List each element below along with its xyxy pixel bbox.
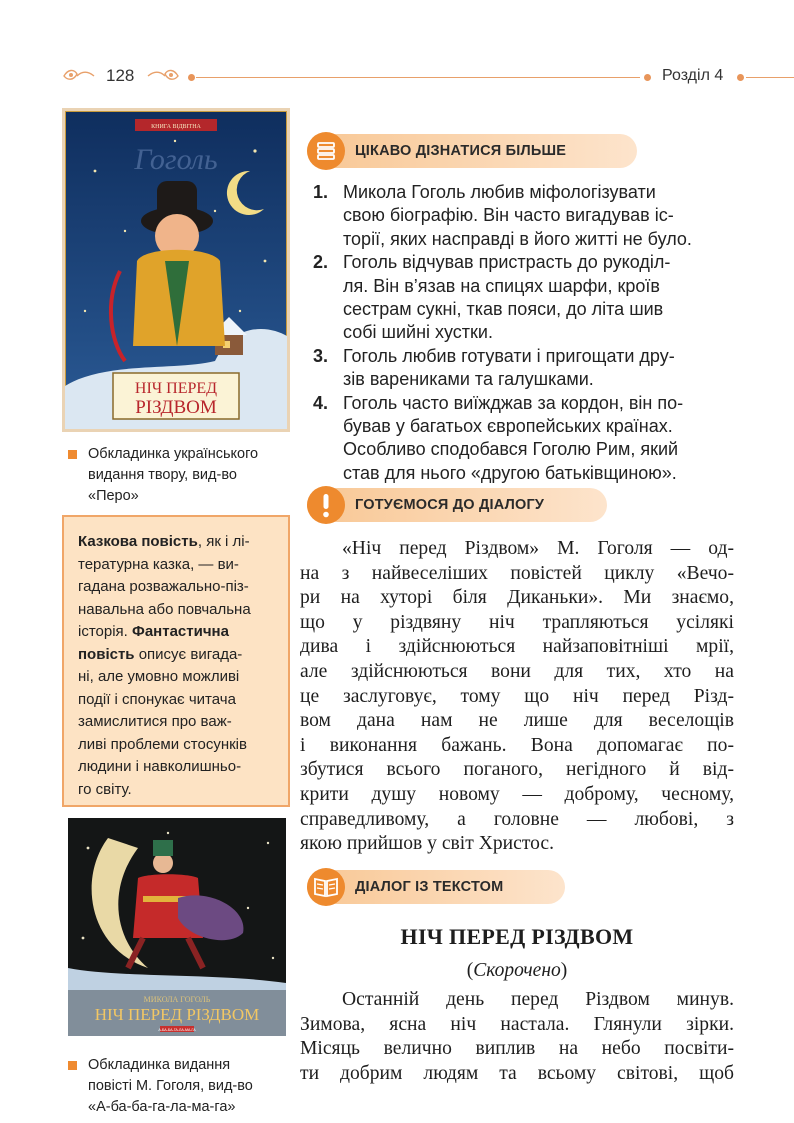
exclamation-icon	[307, 486, 345, 524]
definition-line: історія. Фантастична	[78, 623, 229, 640]
header-dot	[737, 74, 744, 81]
page-number: 128	[106, 66, 135, 85]
paragraph-line: і виконання бажань. Вона допомагає по-	[300, 734, 734, 756]
cover1-title-line2: РІЗДВОМ	[135, 397, 217, 418]
definition-line: події і спонукає читача	[78, 690, 236, 708]
cover2-author: МИКОЛА ГОГОЛЬ	[143, 995, 211, 1004]
book-cover-ababagalamaga	[68, 818, 286, 1036]
cover1-author: Гоголь	[134, 143, 218, 176]
paragraph-line: якою прийшов у світ Христос.	[300, 833, 555, 855]
definition-line: го світу.	[78, 780, 132, 798]
banner-label: ДІАЛОГ ІЗ ТЕКСТОМ	[355, 879, 504, 895]
definition-line: тературна казка, — ви-	[78, 555, 239, 573]
story-line: Останній день перед Різдвом минув.	[342, 989, 734, 1010]
cover2-publisher: А-БА-БА-ГА-ЛА-МА-ГА	[158, 1028, 196, 1032]
definition-line: ливі проблеми стосунків	[78, 735, 247, 753]
definition-line: навальна або повчальна	[78, 600, 251, 618]
header-rule	[746, 77, 794, 78]
fact-number: 2.	[313, 252, 329, 273]
cover1-caption: Обкладинка українського видання твору, вид-во «Перо»	[68, 444, 290, 510]
banner-interesting	[307, 134, 637, 168]
definition-line: повість описує вигада-	[78, 645, 243, 663]
cover2-title: НІЧ ПЕРЕД РІЗДВОМ	[94, 1005, 260, 1024]
paragraph-line: але здійснюються вони для тих, хто на	[300, 661, 734, 682]
story-title: НІЧ ПЕРЕД РІЗДВОМ	[400, 924, 634, 949]
definition-line: замислитися про важ-	[78, 713, 232, 730]
paragraph-line: що у різдвяну ніч трапляються усілякі	[300, 611, 734, 633]
story-subtitle: (Скорочено)	[466, 960, 568, 981]
page-header	[0, 66, 794, 90]
paragraph-line: збутися всього поганого, негідного й від-	[300, 759, 734, 781]
cover1-title-line1: НІЧ ПЕРЕД	[134, 380, 218, 397]
paragraph-line: справедливому, а головне — любові, з	[300, 808, 734, 830]
header-rule	[196, 77, 640, 78]
open-book-icon	[307, 868, 345, 906]
paragraph-line: це заслуговує, тому що ніч перед Різд-	[300, 685, 734, 707]
section-label: Розділ 4	[662, 67, 724, 84]
book-cover-pero	[62, 108, 290, 432]
banner-label: ГОТУЄМОСЯ ДО ДІАЛОГУ	[355, 497, 545, 513]
banner-dialog-text	[307, 870, 565, 904]
fact-number: 4.	[313, 392, 329, 413]
definition-line: ні, але умовно можливі	[78, 668, 240, 685]
fact-number: 3.	[313, 345, 329, 366]
paragraph-line: ри на хуторі біля Диканьки». Ми знаємо,	[300, 587, 734, 609]
paragraph-line: дива і здійснюються найзаповітніші мрії,	[300, 636, 734, 658]
paragraph-line: вом дана нам не лише для веселощів	[300, 710, 734, 732]
bullet-square-icon	[68, 450, 77, 459]
story-line: ти добрим людям та всьому світові, щоб	[300, 1062, 734, 1084]
fact-number: 1.	[313, 182, 329, 202]
paragraph-line: крити душу новому — доброму, чесному,	[300, 784, 734, 805]
cover1-series: КНИГА ВІДВІТНА	[151, 124, 201, 130]
banner-label: ЦІКАВО ДІЗНАТИСЯ БІЛЬШЕ	[355, 143, 567, 159]
header-dot	[188, 74, 195, 81]
banner-dialog-prep	[307, 488, 607, 522]
header-dot	[644, 74, 651, 81]
paragraph-line: на з найвеселіших повістей циклу «Вечо-	[300, 562, 734, 584]
cover2-caption: Обкладинка видання повісті М. Гоголя, вид-во «А-ба-ба-га-ла-ма-га»	[68, 1055, 290, 1121]
definition-line: людини і навколишньо-	[78, 758, 242, 775]
bullet-square-icon	[68, 1061, 77, 1070]
left-ornament-icon	[62, 68, 96, 84]
definition-line: Казкова повість, як і лі-	[78, 533, 250, 550]
paragraph-line: «Ніч перед Різдвом» М. Гоголя — од-	[342, 538, 734, 559]
story-line: Місяць велично виплив на небо посвіти-	[300, 1038, 734, 1060]
definition-line: гадана розважально-піз-	[78, 578, 249, 595]
stack-icon	[307, 132, 345, 170]
story-line: Зимова, ясна ніч настала. Глянули зірки.	[300, 1013, 734, 1035]
right-ornament-icon	[146, 68, 180, 84]
definition-box	[62, 515, 290, 807]
